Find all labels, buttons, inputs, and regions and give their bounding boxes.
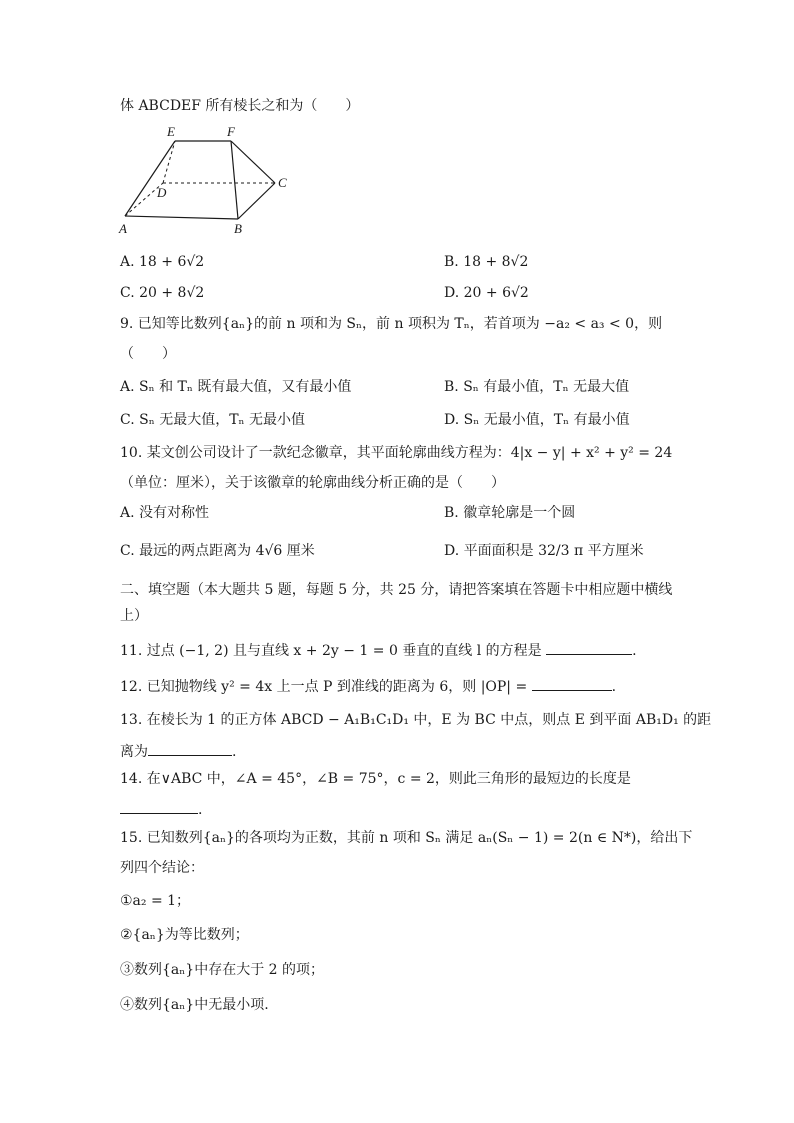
question-10-stem-2: （单位：厘米），关于该徽章的轮廓曲线分析正确的是（ ） — [120, 475, 505, 491]
period: . — [198, 802, 203, 818]
polyhedron-figure — [110, 120, 300, 240]
section-2-heading-2: 上） — [120, 608, 148, 624]
question-13-line-1: 13. 在棱长为 1 的正方体 ABCD − A₁B₁C₁D₁ 中，E 为 BC 中点，则点 E 到平面 AB₁D₁ 的距 — [120, 712, 712, 728]
question-15-line-1: 15. 已知数列{aₙ}的各项均为正数，其前 n 项和 Sₙ 满足 aₙ(Sₙ − 1) = 2(n ∈ N*)，给出下 — [120, 830, 693, 846]
q8-option-d: D. 20 + 6√2 — [444, 285, 529, 301]
section-2-heading: 二、填空题（本大题共 5 题，每题 5 分，共 25 分，请把答案填在答题卡中相应题中横线 — [120, 582, 673, 598]
question-14-blank-line — [120, 799, 202, 819]
label-C: C — [278, 175, 287, 190]
q8-option-a: A. 18 + 6√2 — [120, 254, 205, 270]
question-11 — [120, 640, 637, 660]
q10-option-c: C. 最远的两点距离为 4√6 厘米 — [120, 543, 315, 559]
q10-option-a: A. 没有对称性 — [120, 505, 210, 521]
q9-option-a: A. Sₙ 和 Tₙ 既有最大值，又有最小值 — [120, 379, 352, 395]
label-A: A — [119, 221, 127, 236]
period: . — [611, 679, 617, 695]
question-12 — [120, 676, 616, 696]
question-12-text: 12. 已知抛物线 y² = 4x 上一点 P 到准线的距离为 6，则 |OP| = — [120, 679, 528, 695]
answer-blank-12[interactable] — [532, 676, 612, 691]
q9-option-b: B. Sₙ 有最小值，Tₙ 无最大值 — [444, 379, 630, 395]
conclusion-3: ③数列{aₙ}中存在大于 2 的项； — [120, 962, 325, 978]
answer-blank-13[interactable] — [148, 741, 232, 756]
q8-option-b: B. 18 + 8√2 — [444, 254, 529, 270]
label-D: D — [157, 185, 167, 200]
q10-option-d: D. 平面面积是 32/3 π 平方厘米 — [444, 543, 644, 559]
answer-blank-14[interactable] — [120, 799, 198, 814]
question-13-text: 离为 — [120, 744, 148, 760]
question-9-paren: （ ） — [120, 346, 176, 362]
q9-option-d: D. Sₙ 无最小值，Tₙ 有最小值 — [444, 412, 630, 428]
conclusion-4: ④数列{aₙ}中无最小项. — [120, 997, 269, 1013]
question-9-stem: 9. 已知等比数列{aₙ}的前 n 项和为 Sₙ，前 n 项积为 Tₙ，若首项为 −a₂ < a₃ < 0，则 — [120, 316, 663, 332]
period: . — [232, 744, 237, 760]
question-15-line-2: 列四个结论： — [120, 860, 204, 876]
q8-option-c: C. 20 + 8√2 — [120, 285, 205, 301]
question-14: 14. 在∨ABC 中，∠A = 45°，∠B = 75°，c = 2，则此三角形的最短边的长度是 — [120, 771, 631, 787]
answer-blank-11[interactable] — [546, 640, 632, 655]
conclusion-1: ①a₂ = 1； — [120, 893, 191, 909]
conclusion-2: ②{aₙ}为等比数列； — [120, 927, 249, 943]
period: . — [632, 643, 637, 659]
question-13-line-2 — [120, 741, 236, 761]
label-B: B — [234, 221, 242, 236]
question-11-text: 11. 过点 (−1, 2) 且与直线 x + 2y − 1 = 0 垂直的直线 l 的方程是 — [120, 643, 542, 659]
question-10-stem: 10. 某文创公司设计了一款纪念徽章，其平面轮廓曲线方程为：4|x − y| + x² + y² = 24 — [120, 445, 673, 461]
label-F: F — [227, 124, 235, 139]
q9-option-c: C. Sₙ 无最大值，Tₙ 无最小值 — [120, 412, 306, 428]
label-E: E — [167, 124, 175, 139]
question-8-tail: 体 ABCDEF 所有棱长之和为（ ） — [120, 98, 360, 114]
q10-option-b: B. 徽章轮廓是一个圆 — [444, 505, 576, 521]
